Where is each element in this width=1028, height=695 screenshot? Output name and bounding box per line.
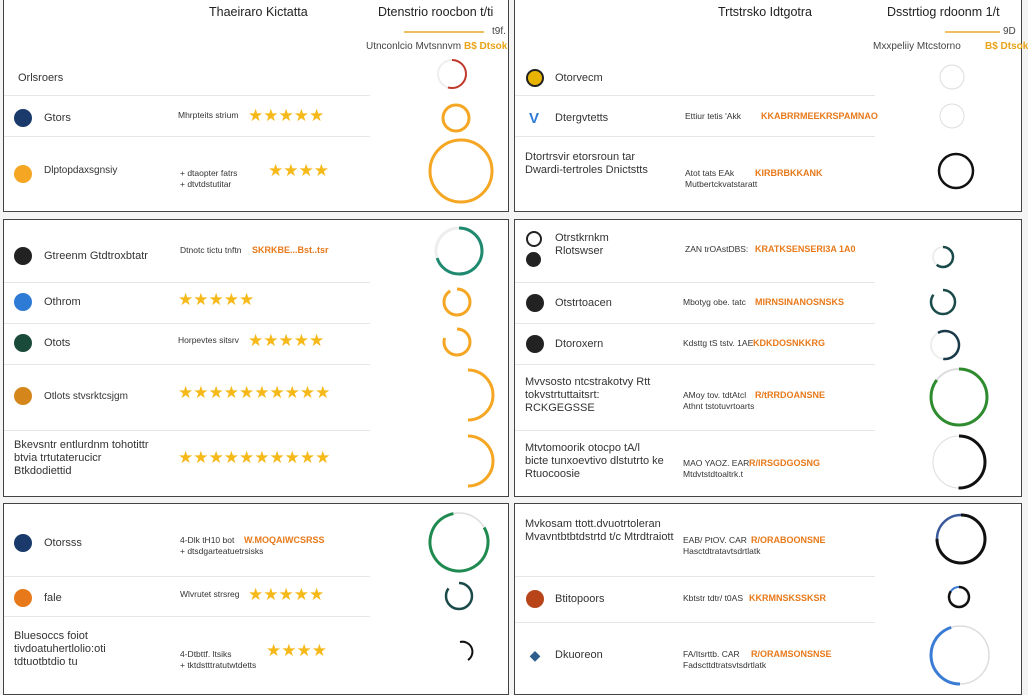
panel-6 <box>514 503 1022 695</box>
row-name: Gtreenm Gtdtroxbtatr <box>44 250 148 262</box>
row-meta-status: KRATKSENSERI3A 1A0 <box>755 244 856 254</box>
panel-2-header: Trtstrsko Idtgotra <box>718 5 813 19</box>
row-meta-status: SKRKBE...Bst..tsr <box>252 245 329 255</box>
row-name: Bkevsntr entlurdnm tohotittr btvia trtutaterucicr Btkdodiettid <box>14 439 149 477</box>
app-icon <box>14 165 32 183</box>
panel-2 <box>514 0 1028 212</box>
app-icon <box>526 294 544 312</box>
row-meta: Ettiur tetis 'Akk <box>685 111 741 121</box>
panel-2-sub-top: 9D <box>1003 26 1016 37</box>
row-meta-status: R/ORABOONSNE <box>751 535 826 545</box>
panel-5 <box>3 503 509 695</box>
row-meta: Horpevtes sitsrv <box>178 335 239 345</box>
app-icon <box>526 335 544 353</box>
panel-2-sub-label: Mxxpeliiy Mtcstorno <box>873 41 961 52</box>
rating-stars: ★★★★ <box>266 641 327 660</box>
progress-ring <box>929 288 957 316</box>
row-meta: 4-Dlk tH10 bot <box>180 535 235 545</box>
row-meta: Dtnotc tictu tnftn <box>180 245 242 255</box>
rating-stars: ★★★★ <box>268 161 329 180</box>
row-meta-status: KKRMNSKSSKSR <box>749 593 827 603</box>
rating-stars: ★★★★★ <box>178 290 255 309</box>
row-name: Mvvsosto ntcstrakotvy Rtt tokvstrtuttaitsrt: RCKGEGSSE <box>525 376 651 414</box>
row-meta: 4-Dtbttf. ltsiks <box>180 649 232 659</box>
row-name: Otorvecm <box>555 72 603 84</box>
progress-ring <box>428 511 490 573</box>
row-meta: Wlvrutet strsreg <box>180 589 240 599</box>
row-name: Bluesoccs foiot tivdoatuhertlolio:oti tdtuotbtdio tu <box>14 630 106 668</box>
progress-ring <box>935 513 987 565</box>
row-name: Dtortrsvir etorsroun tar Dwardi-tertroles Dnictstts <box>525 151 648 176</box>
row-meta: FA/Itsrttb. CAR <box>683 649 740 659</box>
row-meta-2: Athnt tstotuvrtoarts <box>683 401 755 411</box>
row-name: Dtoroxern <box>555 338 604 350</box>
row-meta-2: + dtvtdstutitar <box>180 179 232 189</box>
panel-1-progress <box>404 31 484 33</box>
progress-ring <box>442 327 472 357</box>
row-meta-2: + tktdstttratutwtdetts <box>180 660 257 670</box>
panel-1 <box>3 0 509 212</box>
row-meta: Kbtstr tdtr/ t0AS <box>683 593 743 603</box>
panel-1-sub-top: t9f. <box>492 26 506 37</box>
row-meta-status: W.MOQAIWCSRSS <box>244 535 325 545</box>
rating-stars: ★★★★★★★★★★ <box>178 448 331 467</box>
row-name: Mvkosam ttott.dvuotrtoleran Mvavntbtbtdstrtd t/c Mtrdtraiott <box>525 518 674 543</box>
panel-2-sub-value: B$ Dtsok <box>985 41 1028 52</box>
row-meta: AMoy tov. tdtAtcl <box>683 390 747 400</box>
progress-ring <box>929 329 961 361</box>
row-name: Otots <box>44 337 71 349</box>
progress-ring <box>436 58 468 90</box>
row-meta-2: Fadscttdtratsvtsdrtlatk <box>683 660 767 670</box>
row-meta-status: KKABRRMEEKRSPAMNAO <box>761 111 878 121</box>
app-icon <box>14 293 32 311</box>
row-name: Gtors <box>44 112 71 124</box>
panel-2-header-2: Dsstrtiog rdoonm 1/t <box>887 5 1000 19</box>
progress-ring <box>444 581 474 611</box>
progress-ring <box>434 226 484 276</box>
app-icon <box>526 252 541 267</box>
panel-1-sub-label: Utnconlcio Mvtsnnvm <box>366 41 462 52</box>
row-meta: Mhrpteits strium <box>178 110 239 120</box>
progress-ring <box>931 434 987 490</box>
row-meta: + dtaopter fatrs <box>180 168 238 178</box>
panel-4 <box>514 219 1022 497</box>
row-meta-2: Mutbertckvatstaratt <box>685 179 758 189</box>
row-meta-status: R/tRRDOANSNE <box>755 390 826 400</box>
progress-ring <box>441 103 471 133</box>
app-icon <box>14 109 32 127</box>
progress-ring <box>440 434 488 488</box>
panel-1-header: Thaeiraro Kictatta <box>209 5 308 19</box>
row-name: Orlsroers <box>18 72 64 84</box>
row-meta: ZAN trOAstDBS: <box>685 244 749 254</box>
progress-ring <box>929 624 991 686</box>
row-name: Otrstkrnkm Rlotswser <box>555 232 609 257</box>
row-meta-2: Mtdvtstdtoaltrk.t <box>683 469 743 479</box>
row-meta: EAB/ PtOV. CAR <box>683 535 747 545</box>
app-icon <box>526 231 542 247</box>
rating-stars: ★★★★★ <box>248 106 325 125</box>
app-icon <box>14 589 32 607</box>
diamond-icon: ◆ <box>529 646 541 663</box>
progress-ring <box>939 103 965 129</box>
app-icon <box>14 334 32 352</box>
progress-ring <box>947 585 971 609</box>
panel-1-sub-value: B$ Dtsok <box>464 41 508 52</box>
rating-stars: ★★★★★ <box>248 331 325 350</box>
row-name: Dkuoreon <box>555 649 603 661</box>
progress-ring <box>440 368 488 422</box>
app-icon <box>14 247 32 265</box>
row-name: Othrom <box>44 296 81 308</box>
progress-ring <box>929 367 989 427</box>
v-logo-icon: V <box>528 109 539 127</box>
row-meta-status: KIRBRBKKANK <box>755 168 823 178</box>
row-name: Otorsss <box>44 537 82 549</box>
rating-stars: ★★★★★ <box>248 585 325 604</box>
row-name: Dlptopdaxsgnsiy <box>44 165 118 176</box>
progress-ring <box>931 245 955 269</box>
row-name: fale <box>44 592 62 604</box>
progress-ring <box>937 152 975 190</box>
app-icon <box>14 387 32 405</box>
panel-2-progress <box>945 31 1000 33</box>
row-name: Mtvtomoorik otocpo tA/l bicte tunxoevtivo dlstutrto ke Rtuocoosie <box>525 442 664 480</box>
row-name: Otlots stvsrktcsjgm <box>44 391 128 402</box>
row-name: Dtergvtetts <box>555 112 609 124</box>
app-icon <box>526 590 544 608</box>
row-meta-status: R/lRSGDGOSNG <box>749 458 821 468</box>
row-meta: Atot tats EAk <box>685 168 735 178</box>
row-name: Otstrtoacen <box>555 297 612 309</box>
row-name: Btitopoors <box>555 593 605 605</box>
panel-3 <box>3 219 509 497</box>
row-meta-2: + dtsdgarteatuetrsisks <box>180 546 264 556</box>
row-meta: Kdsttg tS tstv. 1AE <box>683 338 754 348</box>
app-icon <box>526 69 544 87</box>
row-meta-status: R/ORAMSONSNSE <box>751 649 832 659</box>
row-meta-status: KDKDOSNKKRG <box>753 338 825 348</box>
progress-ring <box>442 287 472 317</box>
progress-ring <box>454 640 476 662</box>
row-meta: Mbotyg obe. tatc <box>683 297 746 307</box>
row-meta-status: MIRNSINANOSNSKS <box>755 297 845 307</box>
panel-1-header-2: Dtenstrio roocbon t/ti <box>378 5 494 19</box>
rating-stars: ★★★★★★★★★★ <box>178 383 331 402</box>
progress-ring <box>428 138 494 204</box>
progress-ring <box>939 64 965 90</box>
row-meta-2: Hasctdtratavtsdrtlatk <box>683 546 761 556</box>
app-icon <box>14 534 32 552</box>
row-meta: MAO YAOZ. EAR <box>683 458 750 468</box>
